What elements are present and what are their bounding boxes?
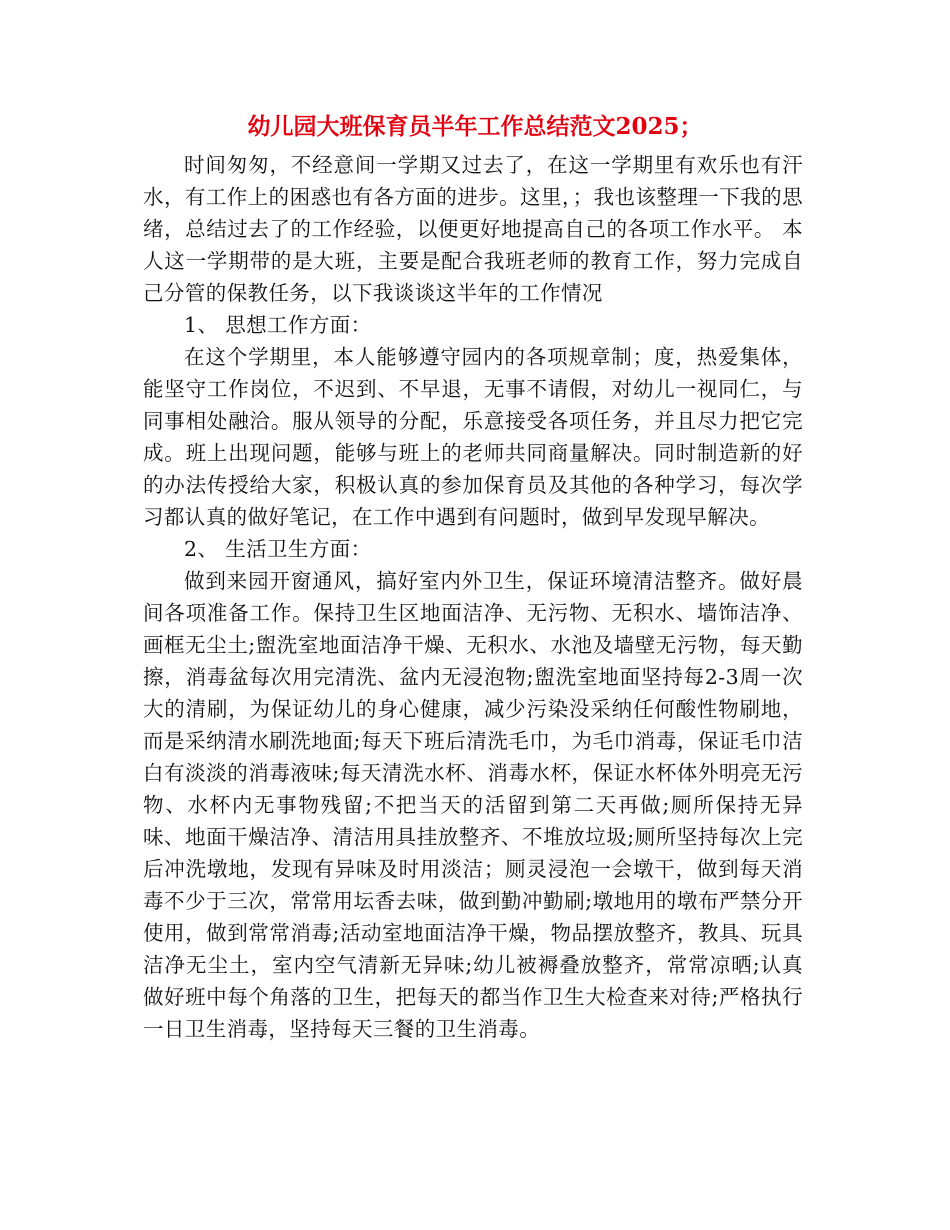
section-body-thought-work: 在这个学期里，本人能够遵守园内的各项规章制；度，热爱集体，能坚守工作岗位，不迟到、不早退，无事不请假，对幼儿一视同仁，与同事相处融洽。服从领导的分配，乐意接受各项任务，并且尽力把它完成。班上出现问题，能够与班上的老师共同商量解决。同时制造新的好的办法传授给大家，积极认真的参加保育员及其他的各种学习，每次学习都认真的做好笔记，在工作中遇到有问题时，做到早发现早解决。 bbox=[143, 345, 803, 529]
document-body bbox=[143, 149, 803, 1045]
section-heading-thought-work: 1、 思想工作方面： bbox=[184, 313, 372, 337]
document-title: 幼儿园大班保育员半年工作总结范文2025； bbox=[247, 113, 703, 140]
intro-paragraph: 时间匆匆，不经意间一学期又过去了，在这一学期里有欢乐也有汗水，有工作上的困惑也有各方面的进步。这里，；我也该整理一下我的思绪，总结过去了的工作经验，以便更好地提高自己的各项工作水平。 本人这一学期带的是大班，主要是配合我班老师的教育工作，努力完成自己分管的保教任务，以下我谈谈这半年的工作情况 bbox=[143, 153, 803, 305]
section-heading-hygiene: 2、 生活卫生方面： bbox=[184, 537, 372, 561]
section-body-hygiene: 做到来园开窗通风，搞好室内外卫生，保证环境清洁整齐。做好晨间各项准备工作。保持卫生区地面洁净、无污物、无积水、墙饰洁净、画框无尘土;盥洗室地面洁净干燥、无积水、水池及墙壁无污物，每天勤擦，消毒盆每次用完清洗、盆内无浸泡物;盥洗室地面坚持每2-3周一次大的清刷，为保证幼儿的身心健康，减少污染没采纳任何酸性物刷地，而是采纳清水刷洗地面;每天下班后清洗毛巾，为毛巾消毒，保证毛巾洁白有淡淡的消毒液味;每天清洗水杯、消毒水杯，保证水杯体外明亮无污物、水杯内无事物残留;不把当天的活留到第二天再做;厕所保持无异味、地面干燥洁净、清洁用具挂放整齐、不堆放垃圾;厕所坚持每次上完后冲洗墩地，发现有异味及时用淡洁；厕灵浸泡一会墩干，做到每天消毒不少于三次，常常用坛香去味，做到勤冲勤刷;墩地用的墩布严禁分开使用，做到常常消毒;活动室地面洁净干燥，物品摆放整齐，教具、玩具洁净无尘土，室内空气清新无异味;幼儿被褥叠放整齐，常常凉晒;认真做好班中每个角落的卫生，把每天的都当作卫生大检查来对待;严格执行一日卫生消毒，坚持每天三餐的卫生消毒。 bbox=[143, 569, 803, 1041]
